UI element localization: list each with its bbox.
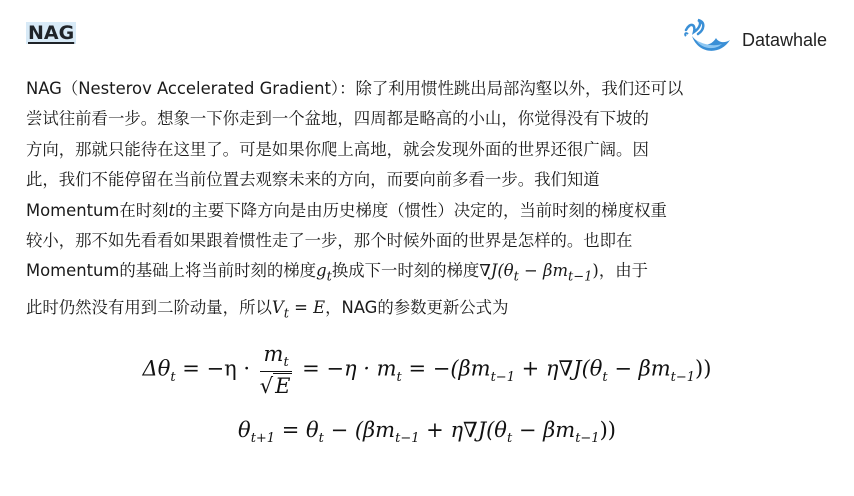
eq-sub: t−1 <box>395 431 420 447</box>
whale-logo-icon <box>680 18 732 62</box>
eq-sub: t <box>602 369 608 385</box>
math-var-V: V <box>271 298 284 318</box>
text-segment: 的主要下降方向是由历史梯度（惯性）决定的，当前时刻的梯度权重 <box>175 200 667 220</box>
section-title: NAG <box>28 22 75 44</box>
fraction-denominator <box>260 372 293 398</box>
eq-part: = θ <box>275 418 319 442</box>
eq-sub: t <box>170 369 176 385</box>
eq-part: )) <box>695 356 712 381</box>
eq-part: )) <box>599 418 616 442</box>
eq-sub: t−1 <box>670 369 696 385</box>
eq-part: − (βm <box>323 418 396 442</box>
eq-part: + η∇J(θ <box>419 418 507 442</box>
eq-part: = −(βm <box>401 356 491 381</box>
eq-part: + η∇J(θ <box>514 356 603 381</box>
paragraph-line <box>26 196 828 226</box>
paragraph-line: 此，我们不能停留在当前位置去观察未来的方向，而要向前多看一步。我们知道 <box>26 170 600 190</box>
eq-part: m <box>263 342 284 366</box>
eq-sub: t <box>506 431 513 447</box>
paragraph-line: 方向，那就只能待在这里了。可是如果你爬上高地，就会发现外面的世界还很广阔。因 <box>26 139 649 159</box>
text-segment: 此时仍然没有用到二阶动量，所以 <box>26 298 272 318</box>
eq-fraction <box>260 342 293 398</box>
brand-name: Datawhale <box>742 29 828 50</box>
eq-sub: t <box>283 355 289 371</box>
sqrt-symbol: √ <box>259 374 274 399</box>
eq-part: = −η · m <box>295 356 397 381</box>
paragraph-line: 尝试往前看一步。想象一下你走到一个盆地，四周都是略高的小山，你觉得没有下坡的 <box>26 109 649 129</box>
math-sub: t <box>283 306 289 322</box>
eq-sub: t−1 <box>575 431 600 447</box>
math-sub: t <box>513 269 519 285</box>
math-var-g: g <box>316 261 327 281</box>
text-segment: Momentum的基础上将当前时刻的梯度 <box>26 261 317 281</box>
paragraph-line: NAG（Nesterov Accelerated Gradient）：除了利用惯性跳出局部沟壑以外，我们还可以 <box>26 79 684 98</box>
eq-part: = −η · <box>175 356 257 381</box>
text-segment: ，NAG的参数更新公式为 <box>325 298 509 318</box>
math-sub: t−1 <box>568 269 593 285</box>
eq-part: Δθ <box>142 356 171 381</box>
equation-theta-update <box>0 418 854 446</box>
equation-delta-theta <box>0 342 854 398</box>
math-inline: − βm <box>518 261 569 281</box>
eq-part: − βm <box>607 356 671 381</box>
body-paragraph <box>26 74 828 330</box>
math-sub: t <box>326 269 332 285</box>
eq-part: E <box>275 374 291 399</box>
math-var-t: t <box>168 200 176 220</box>
eq-sub: t−1 <box>490 369 515 385</box>
eq-part: θ <box>238 418 251 442</box>
paragraph-line: 较小，那不如先看看如果跟着惯性走了一步，那个时候外面的世界是怎样的。也即在 <box>26 231 633 251</box>
paragraph-line <box>26 293 828 330</box>
eq-part: − βm <box>512 418 576 442</box>
math-inline: = E <box>288 298 326 318</box>
eq-sub: t <box>318 431 324 447</box>
eq-sub: t <box>396 369 402 385</box>
text-segment: 换成下一时刻的梯度 <box>331 261 480 281</box>
text-segment: ，由于 <box>598 261 648 281</box>
math-inline: ∇J(θ <box>479 261 514 281</box>
eq-sub: t+1 <box>250 431 276 447</box>
fraction-numerator <box>260 342 293 372</box>
math-inline: ) <box>592 261 599 281</box>
brand <box>680 18 827 62</box>
paragraph-line <box>26 256 828 293</box>
text-segment: Momentum在时刻 <box>26 200 169 220</box>
